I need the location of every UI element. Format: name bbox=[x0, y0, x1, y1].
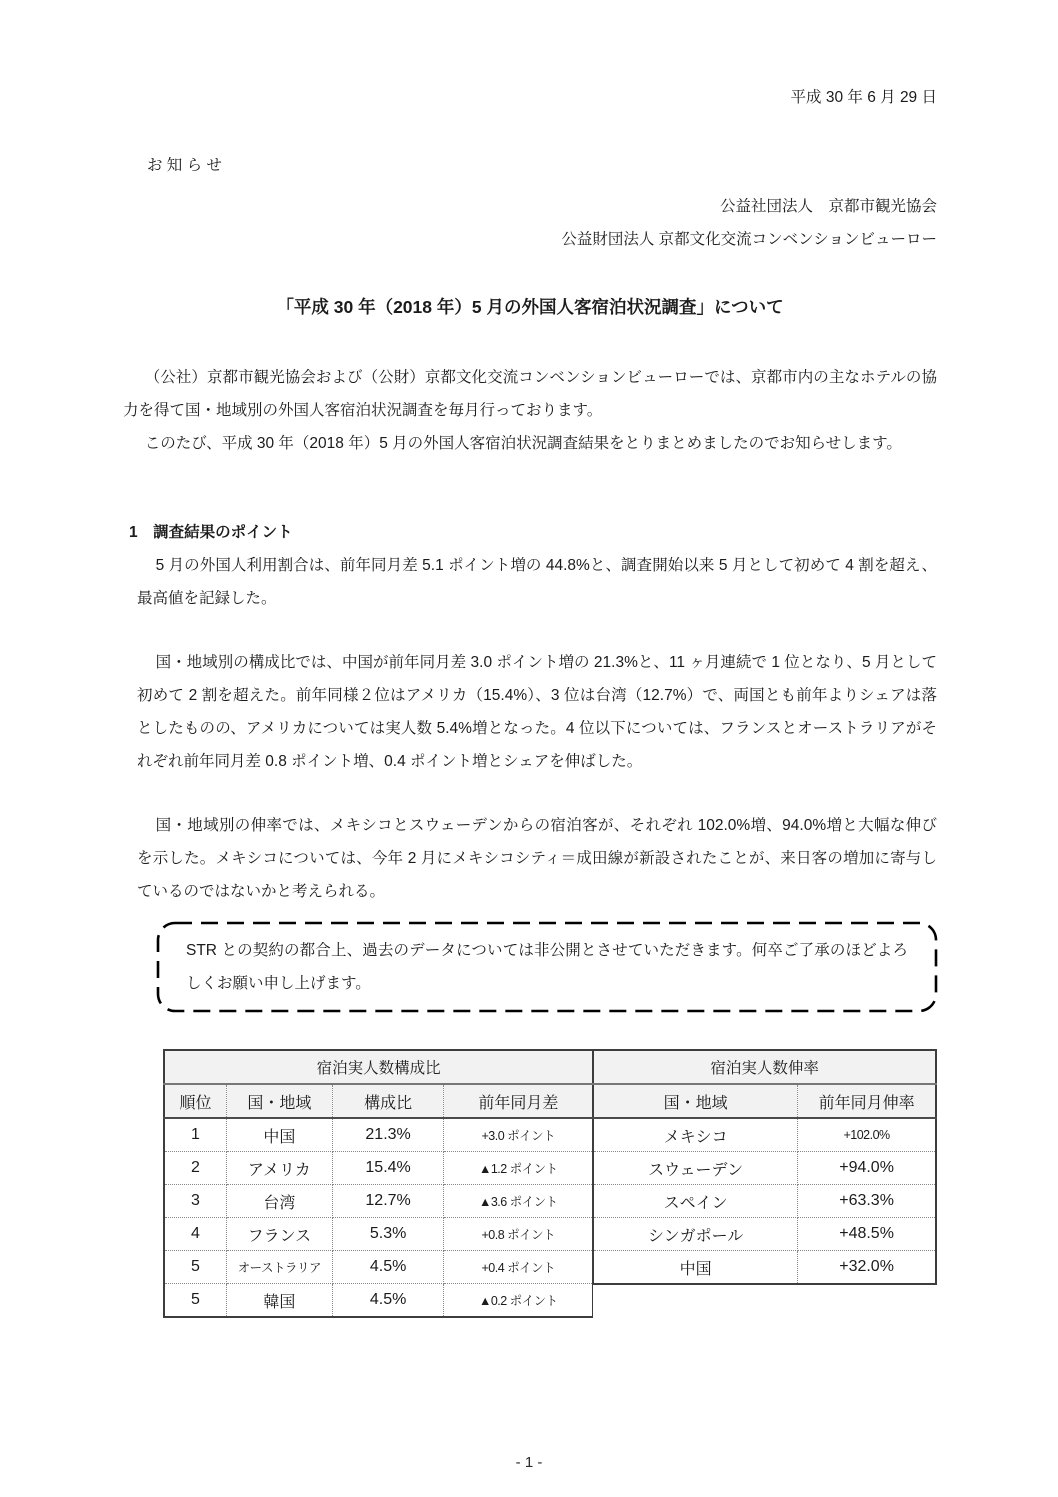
column-header-share: 構成比 bbox=[332, 1084, 444, 1118]
table-cell: フランス bbox=[227, 1218, 333, 1251]
table-cell: 中国 bbox=[594, 1251, 798, 1285]
table-row bbox=[164, 1185, 593, 1218]
table-cell: シンガポール bbox=[594, 1218, 798, 1251]
table-row bbox=[164, 1152, 593, 1185]
table-cell: オーストラリア bbox=[227, 1251, 333, 1284]
table-row bbox=[164, 1118, 593, 1152]
table-row bbox=[594, 1152, 936, 1185]
intro-paragraph-1: （公社）京都市観光協会および（公財）京都文化交流コンベンションビューローでは、京都市内の主なホテルの協力を得て国・地域別の外国人客宿泊状況調査を毎月行っております。 bbox=[123, 369, 937, 419]
table-cell: +94.0% bbox=[798, 1152, 936, 1185]
date-line: 平成 30 年 6 月 29 日 bbox=[790, 89, 937, 106]
notice-label: お 知 ら せ bbox=[147, 157, 222, 174]
table-cell: +32.0% bbox=[798, 1251, 936, 1285]
table-row bbox=[594, 1185, 936, 1218]
organization-line-2: 公益財団法人 京都文化交流コンベンションビューロー bbox=[561, 231, 937, 248]
table-group-header-row bbox=[594, 1050, 936, 1084]
table-cell: 2 bbox=[164, 1152, 227, 1185]
table-cell: 15.4% bbox=[332, 1152, 444, 1185]
table-cell: 台湾 bbox=[227, 1185, 333, 1218]
organization-line-1: 公益社団法人 京都市観光協会 bbox=[719, 198, 937, 215]
table-cell: 5 bbox=[164, 1284, 227, 1318]
table-cell: アメリカ bbox=[227, 1152, 333, 1185]
table-cell: +3.0 ポイント bbox=[444, 1118, 593, 1152]
table-cell: ▲0.2 ポイント bbox=[444, 1284, 593, 1318]
table-row bbox=[594, 1118, 936, 1152]
section-1-paragraph-2: 国・地域別の構成比では、中国が前年同月差 3.0 ポイント増の 21.3%と、11 ヶ月連続で 1 位となり、5 月として初めて 2 割を超えた。前年同様２位はアメリカ（15.4%）、3 位は台湾（12.7%）で、両国とも前年よりシェアは落としたものの、アメリカについては実人数 5.4%増となった。4 位以下については、フランスとオーストラリアがそれぞれ前年同月差 0.8 ポイント増、0.4 ポイント増とシェアを伸ばした。 bbox=[137, 654, 937, 770]
table-cell: +48.5% bbox=[798, 1218, 936, 1251]
table-cell: ▲1.2 ポイント bbox=[444, 1152, 593, 1185]
composition-table bbox=[163, 1049, 593, 1318]
table-row bbox=[594, 1251, 936, 1285]
column-header-rank: 順位 bbox=[164, 1084, 227, 1118]
table-cell: +0.8 ポイント bbox=[444, 1218, 593, 1251]
table-cell: 12.7% bbox=[332, 1185, 444, 1218]
table-group-header-row bbox=[164, 1050, 593, 1084]
table-column-header-row bbox=[594, 1084, 936, 1118]
section-1-heading: 1 調査結果のポイント bbox=[129, 524, 293, 541]
str-note-box bbox=[156, 921, 938, 1013]
table-cell: 中国 bbox=[227, 1118, 333, 1152]
table-cell: 5 bbox=[164, 1251, 227, 1284]
column-header-yoy-growth: 前年同月伸率 bbox=[798, 1084, 936, 1118]
table-cell: 3 bbox=[164, 1185, 227, 1218]
document-title: 「平成 30 年（2018 年）5 月の外国人客宿泊状況調査」について bbox=[276, 297, 784, 317]
table-cell: 4 bbox=[164, 1218, 227, 1251]
composition-table-title: 宿泊実人数構成比 bbox=[164, 1050, 593, 1084]
table-cell: 4.5% bbox=[332, 1284, 444, 1318]
table-cell: ▲3.6 ポイント bbox=[444, 1185, 593, 1218]
column-header-yoy-diff: 前年同月差 bbox=[444, 1084, 593, 1118]
column-header-country: 国・地域 bbox=[227, 1084, 333, 1118]
table-cell: スペイン bbox=[594, 1185, 798, 1218]
table-cell: +102.0% bbox=[798, 1118, 936, 1152]
intro-paragraph-2: このたび、平成 30 年（2018 年）5 月の外国人客宿泊状況調査結果をとりまとめましたのでお知らせします。 bbox=[144, 435, 902, 452]
table-column-header-row bbox=[164, 1084, 593, 1118]
table-row bbox=[164, 1251, 593, 1284]
table-row bbox=[164, 1284, 593, 1318]
growth-table-title: 宿泊実人数伸率 bbox=[594, 1050, 936, 1084]
str-note-text: STR との契約の都合上、過去のデータについては非公開とさせていただきます。何卒ご了承のほどよろしくお願い申し上げます。 bbox=[186, 942, 908, 992]
table-cell: スウェーデン bbox=[594, 1152, 798, 1185]
table-cell: 韓国 bbox=[227, 1284, 333, 1318]
table-cell: +0.4 ポイント bbox=[444, 1251, 593, 1284]
section-1-paragraph-3: 国・地域別の伸率では、メキシコとスウェーデンからの宿泊客が、それぞれ 102.0%増、94.0%増と大幅な伸びを示した。メキシコについては、今年 2 月にメキシコシティ＝成田線が新設されたことが、来日客の増加に寄与しているのではないかと考えられる。 bbox=[137, 817, 937, 900]
table-cell: 21.3% bbox=[332, 1118, 444, 1152]
page-number: - 1 - bbox=[515, 1454, 543, 1471]
organization-block bbox=[123, 190, 937, 256]
table-row bbox=[594, 1218, 936, 1251]
intro-block bbox=[123, 361, 937, 460]
column-header-country: 国・地域 bbox=[594, 1084, 798, 1118]
survey-tables bbox=[163, 1049, 937, 1318]
growth-table bbox=[593, 1049, 937, 1285]
table-cell: 1 bbox=[164, 1118, 227, 1152]
section-1-paragraph-1: 5 月の外国人利用割合は、前年同月差 5.1 ポイント増の 44.8%と、調査開始以来 5 月として初めて 4 割を超え、最高値を記録した。 bbox=[137, 557, 937, 607]
table-cell: +63.3% bbox=[798, 1185, 936, 1218]
table-cell: メキシコ bbox=[594, 1118, 798, 1152]
table-cell: 4.5% bbox=[332, 1251, 444, 1284]
table-row bbox=[164, 1218, 593, 1251]
table-cell: 5.3% bbox=[332, 1218, 444, 1251]
